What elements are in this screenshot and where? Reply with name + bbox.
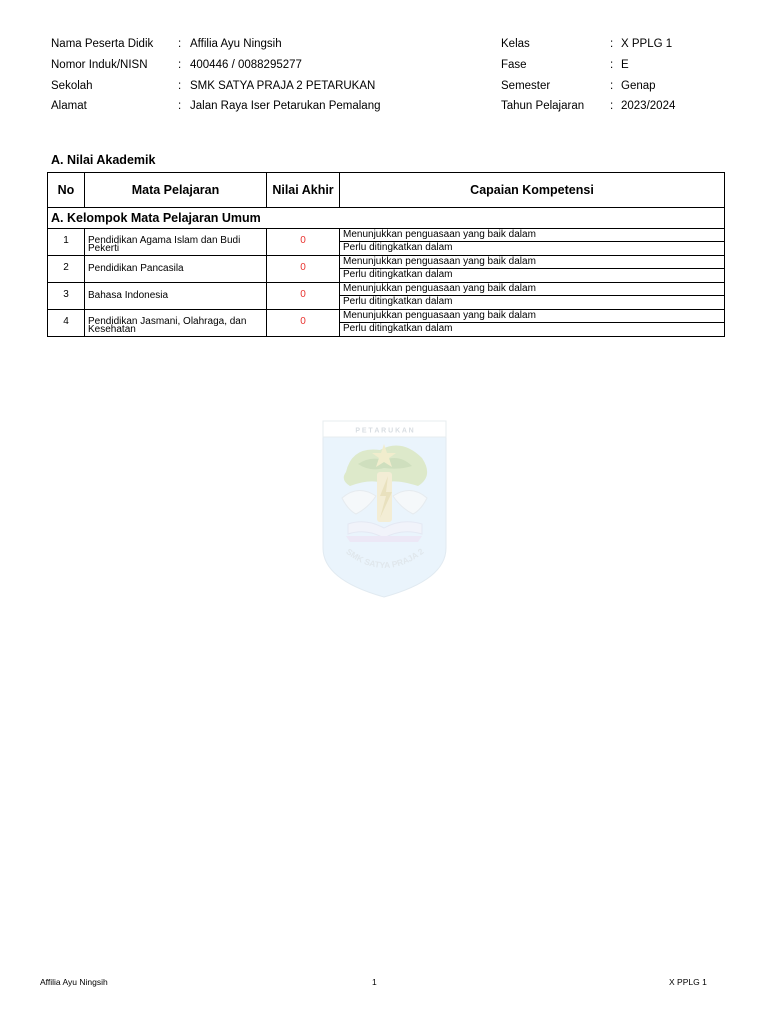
info-colon: : — [178, 100, 182, 112]
row-grade: 0 — [267, 256, 340, 283]
table-row — [48, 229, 725, 256]
info-label: Nama Peserta Didik — [51, 38, 154, 50]
table-header-row — [48, 173, 725, 208]
header-grade: Nilai Akhir — [267, 173, 340, 208]
row-no: 1 — [48, 229, 85, 256]
info-label: Fase — [501, 59, 527, 71]
competency-improve: Perlu ditingkatkan dalam — [343, 323, 453, 334]
info-colon: : — [610, 59, 614, 71]
school-emblem-icon — [322, 420, 447, 598]
info-colon: : — [610, 38, 614, 50]
info-colon: : — [610, 80, 614, 92]
competency-good: Menunjukkan penguasaan yang baik dalam — [340, 310, 724, 323]
row-no: 3 — [48, 283, 85, 310]
row-grade: 0 — [267, 283, 340, 310]
info-value-school: SMK SATYA PRAJA 2 PETARUKAN — [190, 80, 376, 92]
info-value-nisn: 400446 / 0088295277 — [190, 59, 302, 71]
group-row — [48, 208, 725, 229]
competency-improve: Perlu ditingkatkan dalam — [343, 269, 453, 280]
row-competency — [340, 310, 725, 337]
table-row — [48, 256, 725, 283]
info-label: Alamat — [51, 100, 87, 112]
row-subject: Bahasa Indonesia — [88, 290, 169, 301]
competency-good: Menunjukkan penguasaan yang baik dalam — [340, 229, 724, 242]
row-competency — [340, 229, 725, 256]
info-value-semester: Genap — [621, 80, 656, 92]
row-no: 2 — [48, 256, 85, 283]
row-subject: Pendidikan Jasmani, Olahraga, dan Kesehatan — [88, 316, 247, 335]
emblem-torch — [377, 472, 392, 522]
info-colon: : — [178, 59, 182, 71]
row-grade: 0 — [267, 310, 340, 337]
info-colon: : — [178, 80, 182, 92]
header-competency: Capaian Kompetensi — [340, 173, 725, 208]
section-title: A. Nilai Akademik — [51, 153, 156, 167]
info-label: Sekolah — [51, 80, 93, 92]
row-subject-cell — [85, 283, 267, 310]
row-competency — [340, 256, 725, 283]
competency-improve: Perlu ditingkatkan dalam — [343, 296, 453, 307]
info-value-academic-year: 2023/2024 — [621, 100, 676, 112]
header-no: No — [48, 173, 85, 208]
info-value-class: X PPLG 1 — [621, 38, 673, 50]
info-colon: : — [178, 38, 182, 50]
competency-good: Menunjukkan penguasaan yang baik dalam — [340, 283, 724, 296]
row-no: 4 — [48, 310, 85, 337]
row-subject-cell — [85, 310, 267, 337]
footer-student-name: Affilia Ayu Ningsih — [40, 977, 108, 987]
table-row — [48, 283, 725, 310]
row-subject: Pendidikan Agama Islam dan Budi Pekerti — [88, 235, 241, 254]
emblem-top-text: P E T A R U K A N — [355, 427, 414, 435]
info-label: Semester — [501, 80, 551, 92]
row-subject: Pendidikan Pancasila — [88, 263, 184, 274]
emblem-base — [346, 536, 422, 542]
row-grade: 0 — [267, 229, 340, 256]
info-label: Nomor Induk/NISN — [51, 59, 148, 71]
emblem-arc-text-path: SMK SATYA PRAJA 2 — [344, 546, 426, 571]
info-value-phase: E — [621, 59, 629, 71]
footer-page-number: 1 — [372, 977, 377, 987]
row-competency — [340, 283, 725, 310]
info-label: Tahun Pelajaran — [501, 100, 585, 112]
info-value-student-name: Affilia Ayu Ningsih — [190, 38, 282, 50]
group-title: A. Kelompok Mata Pelajaran Umum — [48, 208, 725, 229]
row-subject-cell — [85, 229, 267, 256]
info-label: Kelas — [501, 38, 530, 50]
grades-table — [47, 172, 725, 337]
table-row — [48, 310, 725, 337]
footer-class: X PPLG 1 — [669, 977, 707, 987]
row-subject-cell — [85, 256, 267, 283]
info-value-address: Jalan Raya Iser Petarukan Pemalang — [190, 100, 381, 112]
info-colon: : — [610, 100, 614, 112]
competency-good: Menunjukkan penguasaan yang baik dalam — [340, 256, 724, 269]
competency-improve: Perlu ditingkatkan dalam — [343, 242, 453, 253]
header-subject: Mata Pelajaran — [85, 173, 267, 208]
